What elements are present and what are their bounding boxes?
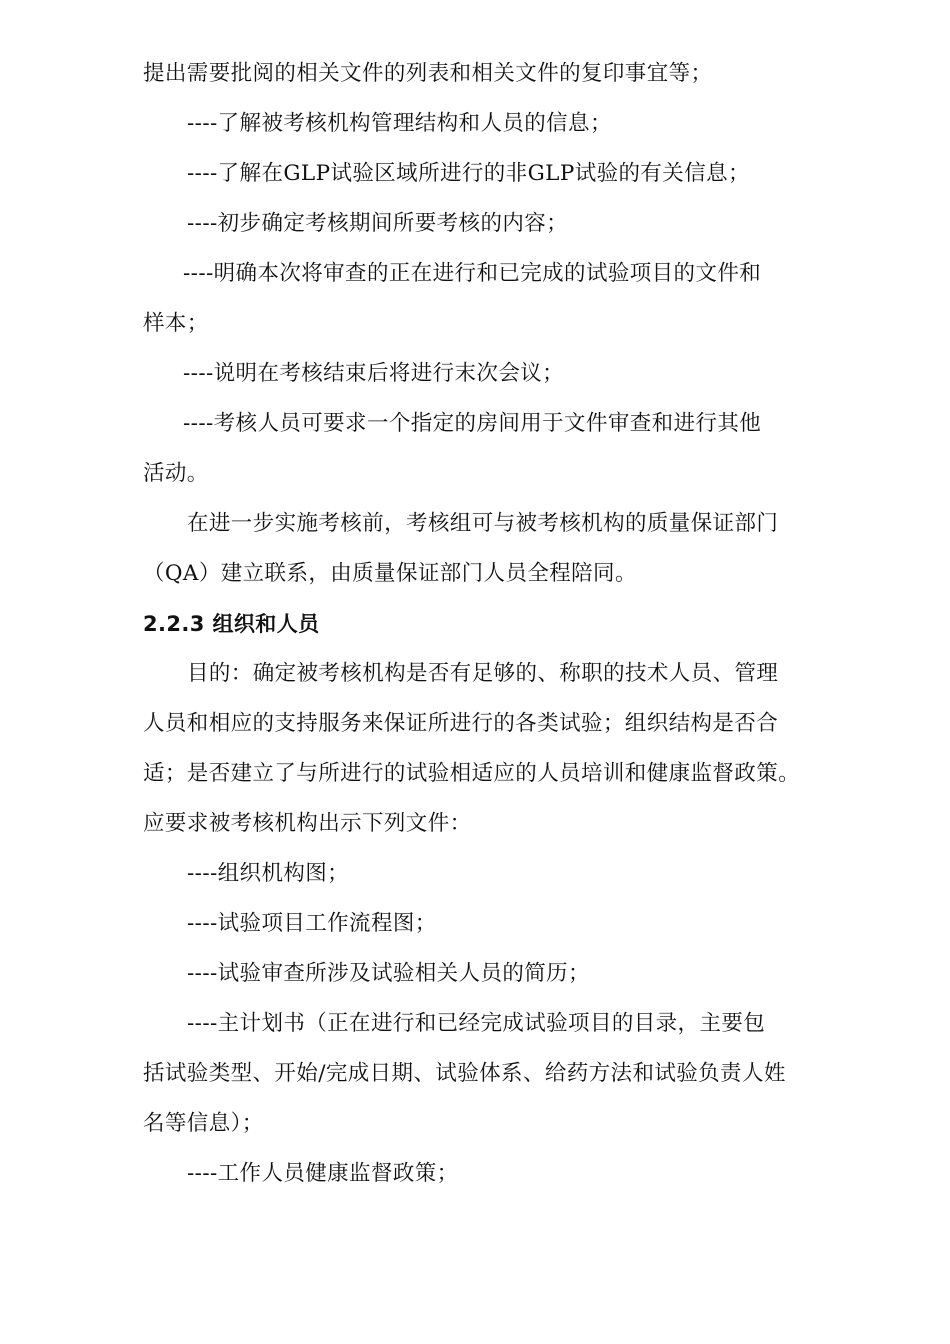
list-item: ----主计划书（正在进行和已经完成试验项目的目录，主要包 <box>187 1011 766 1036</box>
paragraph-line: 应要求被考核机构出示下列文件： <box>143 811 472 836</box>
list-item: ----了解被考核机构管理结构和人员的信息； <box>187 111 612 136</box>
paragraph-line: 在进一步实施考核前，考核组可与被考核机构的质量保证部门 <box>187 511 779 536</box>
list-item: ----初步确定考核期间所要考核的内容； <box>187 211 569 236</box>
list-item: ----试验项目工作流程图； <box>187 911 437 936</box>
paragraph-line: （QA）建立联系，由质量保证部门人员全程陪同。 <box>143 561 637 586</box>
paragraph-line: 目的：确定被考核机构是否有足够的、称职的技术人员、管理 <box>187 661 779 686</box>
list-item: ----工作人员健康监督政策； <box>187 1161 459 1186</box>
list-item: ----明确本次将审查的正在进行和已完成的试验项目的文件和 <box>183 261 762 286</box>
list-item-continuation: 样本； <box>143 311 209 336</box>
list-item-continuation: 括试验类型、开始/完成日期、试验体系、给药方法和试验负责人姓 <box>143 1061 786 1086</box>
list-item: ----了解在GLP试验区域所进行的非GLP试验的有关信息； <box>187 161 750 186</box>
list-item: ----说明在考核结束后将进行末次会议； <box>183 361 565 386</box>
paragraph-line: 人员和相应的支持服务来保证所进行的各类试验；组织结构是否合 <box>143 711 779 736</box>
paragraph-line: 提出需要批阅的相关文件的列表和相关文件的复印事宜等； <box>143 61 713 86</box>
paragraph-line: 适；是否建立了与所进行的试验相适应的人员培训和健康监督政策。 <box>143 761 801 786</box>
list-item-continuation: 活动。 <box>143 461 209 486</box>
list-item: ----考核人员可要求一个指定的房间用于文件审查和进行其他 <box>183 411 762 436</box>
list-item: ----组织机构图； <box>187 861 350 886</box>
list-item-continuation: 名等信息）； <box>143 1111 264 1136</box>
list-item: ----试验审查所涉及试验相关人员的简历； <box>187 961 590 986</box>
section-heading: 2.2.3 组织和人员 <box>143 612 320 636</box>
